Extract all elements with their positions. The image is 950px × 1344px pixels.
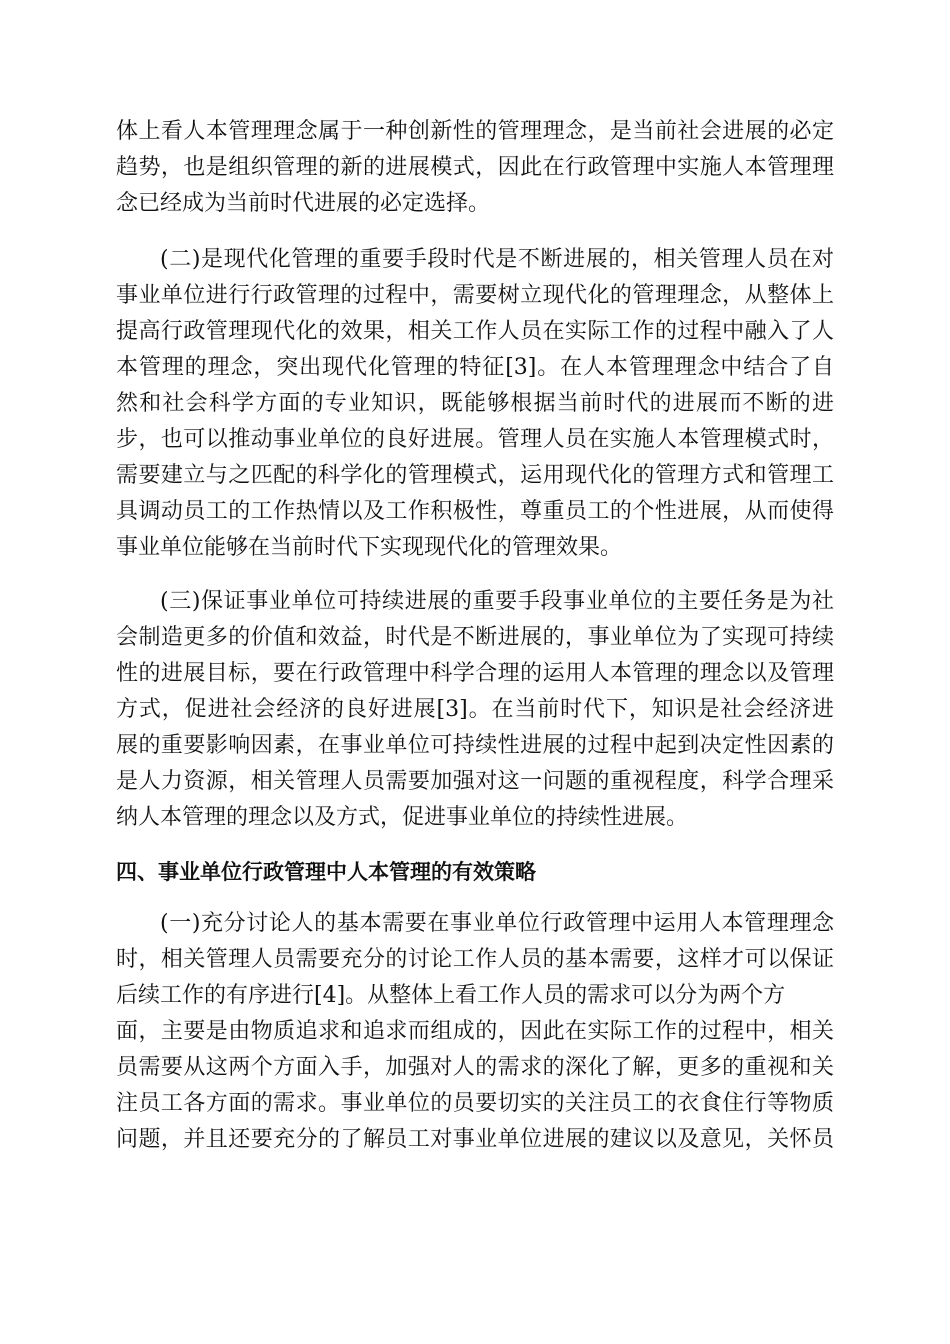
text-line: 趋势，也是组织管理的新的进展模式，因此在行政管理中实施人本管理理 [116, 155, 834, 180]
text-line: 员需要从这两个方面入手，加强对人的需求的深化了解，更多的重视和关 [116, 1055, 834, 1080]
paragraph-sustainable-development [116, 584, 834, 836]
text-line: 事业单位能够在当前时代下实现现代化的管理效果。 [116, 535, 623, 560]
text-line: (一)充分讨论人的基本需要在事业单位行政管理中运用人本管理理念 [160, 911, 834, 936]
text-line: 步，也可以推动事业单位的良好进展。管理人员在实施人本管理模式时， [116, 427, 834, 452]
text-line: 念已经成为当前时代进展的必定选择。 [116, 191, 491, 216]
paragraph-basic-needs [116, 906, 834, 1158]
text-line: 体上看人本管理理念属于一种创新性的管理理念，是当前社会进展的必定 [116, 119, 834, 144]
text-line: 纳人本管理的理念以及方式，促进事业单位的持续性进展。 [116, 805, 689, 830]
text-line: 提高行政管理现代化的效果，相关工作人员在实际工作的过程中融入了人 [116, 319, 834, 344]
text-line: 会制造更多的价值和效益，时代是不断进展的，事业单位为了实现可持续 [116, 625, 834, 650]
text-line: 具调动员工的工作热情以及工作积极性，尊重员工的个性进展，从而使得 [116, 499, 834, 524]
text-line: 然和社会科学方面的专业知识，既能够根据当前时代的进展而不断的进 [116, 391, 834, 416]
text-line: 事业单位进行行政管理的过程中，需要树立现代化的管理理念，从整体上 [116, 283, 834, 308]
text-line: 方式，促进社会经济的良好进展[3]。在当前时代下，知识是社会经济进 [116, 697, 834, 722]
text-line: 性的进展目标，要在行政管理中科学合理的运用人本管理的理念以及管理 [116, 661, 834, 686]
section-heading: 四、事业单位行政管理中人本管理的有效策略 [116, 860, 536, 884]
text-line: 展的重要影响因素，在事业单位可持续性进展的过程中起到决定性因素的 [116, 733, 834, 758]
text-line: 后续工作的有序进行[4]。从整体上看工作人员的需求可以分为两个方 [116, 983, 786, 1008]
text-line: 需要建立与之匹配的科学化的管理模式，运用现代化的管理方式和管理工 [116, 463, 834, 488]
text-line: 面，主要是由物质追求和追求而组成的，因此在实际工作的过程中，相关 [116, 1019, 834, 1044]
text-line: 是人力资源，相关管理人员需要加强对这一问题的重视程度，科学合理采 [116, 769, 834, 794]
text-line: 问题，并且还要充分的了解员工对事业单位进展的建议以及意见，关怀员 [116, 1127, 834, 1152]
text-line: 注员工各方面的需求。事业单位的员要切实的关注员工的衣食住行等物质 [116, 1091, 834, 1116]
text-line: (二)是现代化管理的重要手段时代是不断进展的，相关管理人员在对 [160, 247, 834, 272]
document-page [116, 114, 834, 1158]
paragraph-continuation [116, 114, 834, 222]
text-line: 本管理的理念，突出现代化管理的特征[3]。在人本管理理念中结合了自 [116, 355, 834, 380]
paragraph-modern-management [116, 242, 834, 566]
text-line: (三)保证事业单位可持续进展的重要手段事业单位的主要任务是为社 [160, 589, 834, 614]
text-line: 时，相关管理人员需要充分的讨论工作人员的基本需要，这样才可以保证 [116, 947, 834, 972]
